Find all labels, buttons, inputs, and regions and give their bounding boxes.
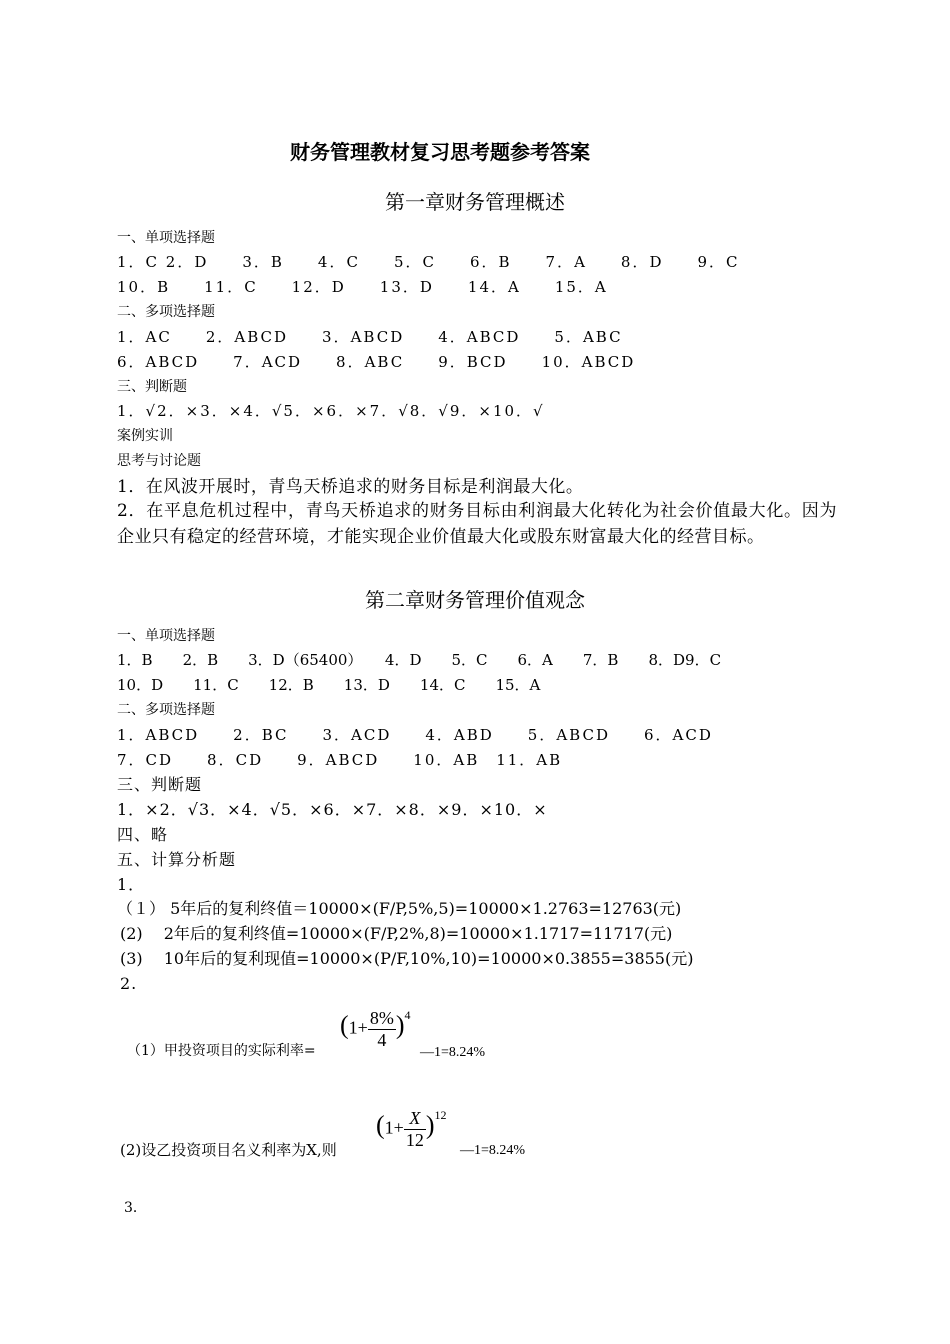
calc-question-3-label: 3． xyxy=(124,1200,147,1216)
calc-q2-part2-text: (2)设乙投资项目名义利率为X,则 xyxy=(120,1141,337,1159)
formula2-exponent: 12 xyxy=(434,1108,447,1122)
calc-q2-part1-text: （1）甲投资项目的实际利率= xyxy=(127,1043,316,1059)
formula1-result: —1=8.24% xyxy=(420,1045,486,1060)
chapter2-heading: 第二章财务管理价值观念 xyxy=(365,588,585,612)
ch1-multi-answers-1: 1．AC 2．ABCD 3．ABCD 4．ABCD 5．ABC xyxy=(117,328,623,346)
formula-nominal-rate: (1+ $\frac{X}{12}$ )$^{12}$ xyxy=(376,1108,447,1150)
formula-effective-rate: (1+ $\frac{8\%}{4}$ )$^4$ xyxy=(340,1008,411,1050)
ch1-judge-heading: 三、判断题 xyxy=(117,379,187,395)
discussion-heading: 思考与讨论题 xyxy=(117,453,201,469)
formula1-exponent: 4 xyxy=(404,1008,411,1022)
formula2-result: —1=8.24% xyxy=(460,1143,526,1158)
formula2-denominator: 12 xyxy=(405,1130,424,1150)
ch1-single-answers-1: 1．C 2．D 3．B 4．C 5．C 6．B 7．A 8．D 9．C xyxy=(117,253,740,271)
ch2-multi-heading: 二、多项选择题 xyxy=(117,702,215,718)
discussion-answer-1: 1．在风波开展时，青鸟天桥追求的财务目标是利润最大化。 xyxy=(117,477,584,497)
ch2-multi-answers-1: 1．ABCD 2．BC 3．ACD 4．ABD 5．ABCD 6．ACD xyxy=(117,726,713,744)
document-title: 财务管理教材复习思考题参考答案 xyxy=(290,140,590,164)
calc-q1-part1: （１） 5年后的复利终值＝10000×(F/P,5%,5)=10000×1.2763=12763(元) xyxy=(117,899,682,918)
ch2-omitted-heading: 四、略 xyxy=(117,825,169,844)
ch2-single-answers-1: 1．B 2．B 3．D（65400） 4．D 5．C 6．A 7．B 8．D9．C xyxy=(117,651,722,669)
ch1-multi-answers-2: 6．ABCD 7．ACD 8．ABC 9．BCD 10．ABCD xyxy=(117,353,636,371)
formula2-numerator: X xyxy=(404,1108,426,1130)
discussion-answer-2: 2．在平息危机过程中，青鸟天桥追求的财务目标由利润最大化转化为社会价值最大化。因为企业只有稳定的经营环境，才能实现企业价值最大化或股东财富最大化的经营目标。 xyxy=(117,501,837,547)
ch2-single-heading: 一、单项选择题 xyxy=(117,628,215,644)
formula1-numerator: 8% xyxy=(369,1008,394,1028)
calc-question-1-label: 1． xyxy=(117,875,146,894)
ch2-single-answers-2: 10．D 11．C 12．B 13．D 14．C 15．A xyxy=(117,676,541,694)
calc-q1-part3: (3) 10年后的复利现值=10000×(P/F,10%,10)=10000×0.3855=3855(元) xyxy=(120,949,694,968)
ch1-multi-heading: 二、多项选择题 xyxy=(117,304,215,320)
calc-q1-part2: (2) 2年后的复利终值=10000×(F/P,2%,8)=10000×1.1717=11717(元) xyxy=(120,924,673,943)
ch2-judge-answers: 1．×2．√3．×4．√5．×6．×7．×8．×9．×10．× xyxy=(117,800,548,819)
ch2-judge-heading: 三、判断题 xyxy=(117,775,203,794)
ch1-judge-answers: 1．√2．×3．×4．√5．×6．×7．√8．√9．×10．√ xyxy=(117,402,545,420)
formula1-denominator: 4 xyxy=(377,1030,387,1050)
ch2-calc-heading: 五、计算分析题 xyxy=(117,850,237,869)
case-training-heading: 案例实训 xyxy=(117,428,173,444)
ch2-multi-answers-2: 7．CD 8．CD 9．ABCD 10．AB 11．AB xyxy=(117,751,563,769)
chapter1-heading: 第一章财务管理概述 xyxy=(385,190,565,214)
ch1-single-heading: 一、单项选择题 xyxy=(117,230,215,246)
calc-question-2-label: 2. xyxy=(120,974,138,993)
ch1-single-answers-2: 10．B 11．C 12．D 13．D 14．A 15．A xyxy=(117,278,608,296)
